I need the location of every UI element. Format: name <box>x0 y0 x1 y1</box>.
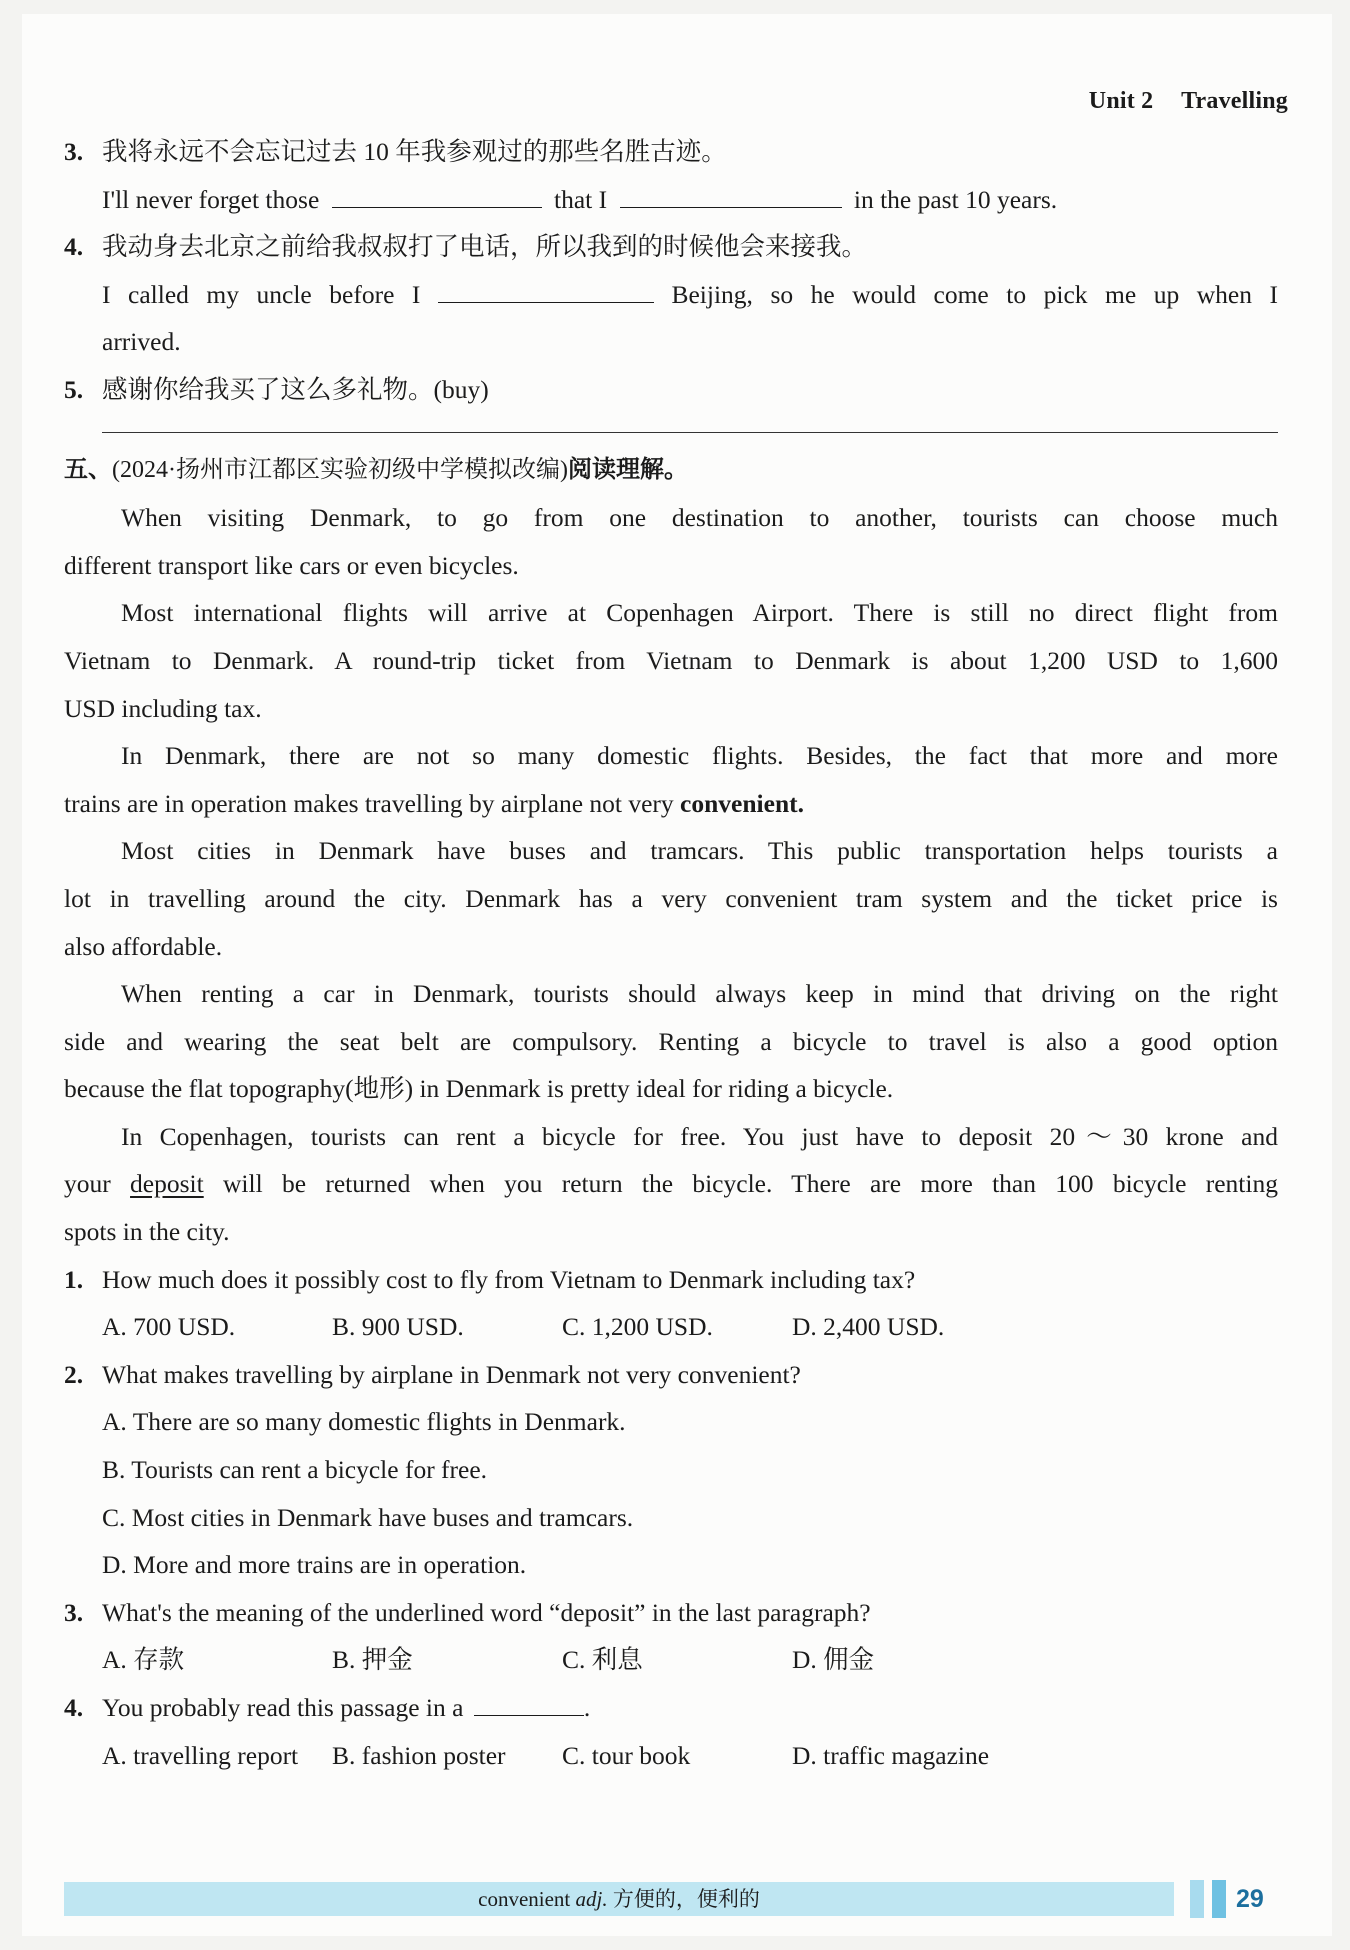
passage-line: Most cities in Denmark have buses and tramcars. This public transportation helps tourists a <box>121 836 1278 866</box>
footer-vocab-note <box>64 1882 1174 1916</box>
passage-line: side and wearing the seat belt are compulsory. Renting a bicycle to travel is also a good option <box>64 1026 1278 1056</box>
passage-line: different transport like cars or even bicycles. <box>64 550 519 580</box>
answer-blank[interactable] <box>474 1689 584 1716</box>
section-title: 五、(2024·扬州市江都区实验初级中学模拟改编)阅读理解。 <box>64 456 688 483</box>
translation-q5-chinese: 5. 感谢你给我买了这么多礼物。(buy) <box>64 374 489 404</box>
option-d[interactable]: D. traffic magazine <box>792 1740 990 1770</box>
unit-title: Travelling <box>1181 88 1288 114</box>
question-1: 1. How much does it possibly cost to fly from Vietnam to Denmark including tax? <box>64 1264 916 1294</box>
bold-word: convenient. <box>680 788 804 818</box>
passage-line: In Copenhagen, tourists can rent a bicycle for free. You just have to deposit 20～30 krone and <box>121 1121 1278 1151</box>
translation-q3-english: I'll never forget those that I in the past 10 years. <box>64 176 1278 224</box>
option-a[interactable]: A. 700 USD. <box>102 1312 236 1342</box>
vocab-meaning: 方便的，便利的 <box>612 1887 760 1911</box>
passage-line: USD including tax. <box>64 693 262 723</box>
content <box>64 128 1278 1779</box>
page-header <box>1089 88 1288 115</box>
passage-line: spots in the city. <box>64 1217 230 1247</box>
question-4-options <box>64 1732 1278 1780</box>
passage-line: trains are in operation makes travelling by airplane not very convenient. <box>64 788 804 818</box>
option-c[interactable]: C. 利息 <box>562 1645 643 1675</box>
passage-line: lot in travelling around the city. Denmark has a very convenient tram system and the ticket price is <box>64 883 1278 913</box>
answer-blank[interactable] <box>332 181 542 208</box>
passage-line: your deposit will be returned when you return the bicycle. There are more than 100 bicycle renting <box>64 1169 1278 1199</box>
option-c[interactable]: C. 1,200 USD. <box>562 1312 713 1342</box>
option-b[interactable]: B. 900 USD. <box>332 1312 464 1342</box>
answer-blank[interactable] <box>620 181 842 208</box>
answer-blank[interactable] <box>438 276 654 303</box>
underlined-word: deposit <box>130 1169 204 1199</box>
page-tab-mark <box>1190 1880 1204 1918</box>
question-3: 3. What's the meaning of the underlined word “deposit” in the last paragraph? <box>64 1597 871 1627</box>
option-c[interactable]: C. Most cities in Denmark have buses and tramcars. <box>102 1502 634 1532</box>
passage-line: When renting a car in Denmark, tourists should always keep in mind that driving on the right <box>121 979 1278 1009</box>
question-4: 4. You probably read this passage in a . <box>64 1684 1278 1732</box>
option-d[interactable]: D. 2,400 USD. <box>792 1312 945 1342</box>
option-d[interactable]: D. 佣金 <box>792 1645 875 1675</box>
option-b[interactable]: B. 押金 <box>332 1645 413 1675</box>
page-number: 29 <box>1236 1885 1264 1913</box>
passage-line: because the flat topography(地形) in Denmark is pretty ideal for riding a bicycle. <box>64 1074 894 1104</box>
option-a[interactable]: A. There are so many domestic flights in Denmark. <box>102 1407 626 1437</box>
translation-q4-english-cont: arrived. <box>102 327 181 357</box>
question-3-options <box>64 1636 1278 1684</box>
passage-line: Vietnam to Denmark. A round-trip ticket from Vietnam to Denmark is about 1,200 USD to 1,600 <box>64 645 1278 675</box>
option-d[interactable]: D. More and more trains are in operation. <box>102 1550 527 1580</box>
option-c[interactable]: C. tour book <box>562 1740 691 1770</box>
question-2: 2. What makes travelling by airplane in Denmark not very convenient? <box>64 1359 801 1389</box>
reading-passage <box>64 494 1278 1256</box>
passage-line: In Denmark, there are not so many domestic flights. Besides, the fact that more and more <box>121 741 1278 771</box>
translation-q3-chinese: 3. 我将永远不会忘记过去 10 年我参观过的那些名胜古迹。 <box>64 137 727 166</box>
section-source: (2024·扬州市江都区实验初级中学模拟改编) <box>112 456 568 483</box>
translation-q4-english: I called my uncle before I Beijing, so he would come to pick me up when I <box>64 271 1278 319</box>
passage-line: also affordable. <box>64 931 223 961</box>
vocab-pos: adj. <box>575 1887 608 1911</box>
passage-line: When visiting Denmark, to go from one destination to another, tourists can choose much <box>121 503 1278 533</box>
option-a[interactable]: A. 存款 <box>102 1645 185 1675</box>
translation-q4-chinese: 4. 我动身去北京之前给我叔叔打了电话，所以我到的时候他会来接我。 <box>64 232 868 262</box>
question-1-options <box>64 1303 1278 1351</box>
passage-line: Most international flights will arrive at Copenhagen Airport. There is still no direct flight from <box>121 598 1278 628</box>
unit-label: Unit 2 <box>1088 88 1154 114</box>
option-b[interactable]: B. fashion poster <box>332 1740 506 1770</box>
vocab-word: convenient <box>478 1887 571 1911</box>
option-a[interactable]: A. travelling report <box>102 1740 299 1770</box>
page-tab-mark <box>1212 1880 1226 1918</box>
answer-line[interactable] <box>102 422 1278 433</box>
option-b[interactable]: B. Tourists can rent a bicycle for free. <box>102 1455 488 1485</box>
